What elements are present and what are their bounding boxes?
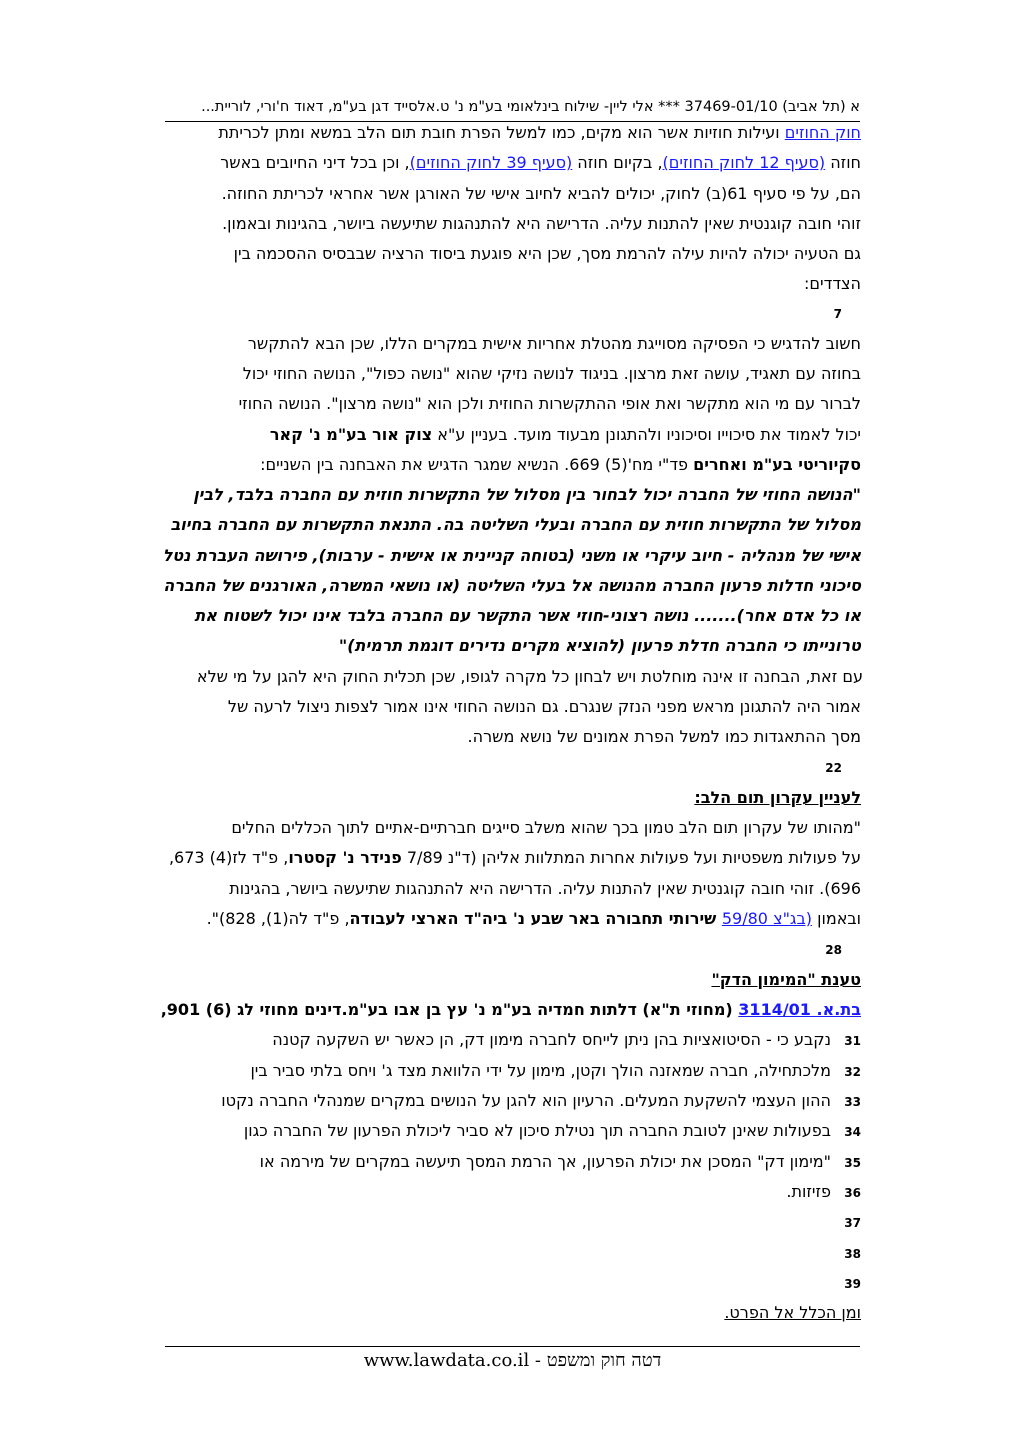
paragraph-line: בחוזה עם תאגיד, עושה זאת מרצון. בניגוד לנושה נזיקי שהוא "נושה כפול", הנושה החוזי יכול [242, 364, 861, 383]
line-text: בפעולות שאינן לטובת החברה תוך נטילת סיכון לא סביר ליכולת הפרעון של החברה כגון [243, 1121, 831, 1140]
numbered-line [151, 1120, 861, 1143]
line-number: 35 [844, 1156, 861, 1170]
paragraph-line [151, 908, 861, 930]
quote-line: סיכוני חדלות פרעון החברה מהנושה אל בעלי השליטה (או נושאי המשרה, האורגנים של החברה [163, 576, 861, 595]
line-number: 38 [844, 1247, 861, 1261]
numbered-line [151, 1029, 861, 1052]
document-header: א (תל אביב) 37469-01/10 *** אלי ליין- שילוח בינלאומי בע"מ נ' ט.אלסייד דגן בע"מ, דאוד ח'ורי, לוריית... [201, 99, 860, 115]
line-number: 34 [844, 1125, 861, 1139]
paragraph-line: חשוב להדגיש כי הפסיקה מסוייגת מהטלת אחריות אישית במקרים הללו, שכן הבא להתקשר [247, 334, 861, 353]
section-heading: טענת "המימון הדק" [711, 970, 861, 989]
case-name: סקיוריטי בע"מ ואחרים [693, 455, 861, 474]
numbered-line [151, 1211, 861, 1234]
case-link[interactable]: בת.א. 3114/01 [738, 1000, 861, 1019]
numbered-line [151, 1181, 861, 1204]
quote-line: טרונייתו כי החברה חדלת פרעון (להוציא מקרים נדירים דוגמת תרמית)" [338, 636, 861, 655]
paragraph-line [151, 122, 861, 144]
line-number: 37 [844, 1216, 861, 1230]
case-name: פנידר נ' קסטרו [288, 848, 402, 867]
text-span: , וכן בכל דיני החיובים באשר [220, 153, 410, 172]
line-number: 28 [825, 943, 842, 957]
text-span: (מחוזי ת"א) דלתות חמדיה בע"מ נ' עץ בן אבו בע"מ.דינים מחוזי לג (6) 901, [160, 1000, 739, 1019]
line-number: 39 [844, 1277, 861, 1291]
paragraph-line: הצדדים: [804, 274, 861, 293]
law-link[interactable]: (סעיף 12 לחוק החוזים) [662, 153, 826, 172]
text-span: , פ"ד לה(1), 828)". [206, 909, 350, 928]
text-span: ועילות חוזיות אשר הוא מקים, כמו למשל הפרת חובת תום הלב במשא ומתן לכריתת [218, 123, 785, 142]
paragraph-line: "מהותו של עקרון תום הלב טמון בכך שהוא משלב סייגים חברתיים-אתיים לתוך הכללים החלים [231, 818, 861, 837]
paragraph-line [151, 424, 861, 446]
document-footer: www.lawdata.co.il - דטה חוק ומשפט [363, 1350, 662, 1371]
numbered-line [151, 1151, 861, 1174]
line-text: ההון העצמי להשקעת המעלים. הרעיון הוא להגן על הנושים במקרים שמנהלי החברה נקטו [221, 1091, 831, 1110]
numbered-line [151, 1060, 861, 1083]
text-span: ובאמון [812, 909, 861, 928]
case-name: שירותי תחבורה באר שבע נ' ביה"ד הארצי לעבודה [349, 909, 722, 928]
line-number: 33 [844, 1095, 861, 1109]
paragraph-line [151, 454, 861, 476]
paragraph-line: לברור עם מי הוא מתקשר ואת אופי ההתקשרות החוזית ולכן הוא "נושה מרצון". הנושה החוזי [238, 394, 861, 413]
paragraph-line: אמור היה להתגונן מראש מפני הנזק שנגרם. גם הנושה החוזי אינו אמור לצפות ניצול לרעה של [227, 697, 861, 716]
law-link[interactable]: חוק החוזים [784, 123, 861, 142]
quote-line: מסלול של התקשרות חוזית עם החברה ובעלי השליטה בה. התנאת התקשרות עם החברה בחיוב [170, 515, 861, 534]
paragraph-line: גם הטעיה יכולה להיות עילה להרמת מסך, שכן היא פוגעת ביסוד הרציה שבבסיס ההסכמה בין [233, 244, 861, 263]
case-citation [151, 999, 861, 1021]
quote-line: "הנושה החוזי של החברה יכול לבחור בין מסלול של התקשרות חוזית עם החברה בלבד, לבין [193, 485, 861, 504]
case-link[interactable]: (בג"צ 59/80 [721, 909, 813, 928]
paragraph-line: מסך ההתאגדות כמו למשל הפרת אמונים של נושא משרה. [467, 727, 861, 746]
footer-divider [165, 1346, 860, 1347]
line-number: 22 [825, 761, 842, 775]
numbered-line [151, 1090, 861, 1113]
text-span: , בקיום חוזה [572, 153, 663, 172]
closing-line: ומן הכלל אל הפרט. [724, 1303, 861, 1322]
text-span: פד"י מח'(5) 669. הנשיא שמגר הדגיש את האבחנה בין השניים: [260, 455, 694, 474]
law-link[interactable]: (סעיף 39 לחוק החוזים) [409, 153, 573, 172]
paragraph-line: זוהי חובה קוגנטית שאין להתנות עליה. הדרישה היא להתנהגות שתיעשה ביושר, בהגינות ובאמון. [222, 214, 861, 233]
numbered-line [151, 1242, 861, 1265]
line-text: פזיזות. [786, 1182, 831, 1201]
line-text: נקבע כי - הסיטואציות בהן ניתן לייחס לחברה מימון דק, הן כאשר יש השקעה קטנה [272, 1030, 831, 1049]
line-number: 36 [844, 1186, 861, 1200]
paragraph-line: הם, על פי סעיף 61(ב) לחוק, יכולים להביא לחיוב אישי של האורגן אשר אחראי לכריתת החוזה. [221, 184, 861, 203]
paragraph-line [151, 152, 861, 174]
line-number: 7 [833, 307, 842, 321]
text-span: חוזה [825, 153, 861, 172]
text-span: על פעולות משפטיות ועל פעולות אחרות המתלוות אליהן (ד"נ 7/89 [401, 848, 861, 867]
section-heading: לעניין עקרון תום הלב: [694, 788, 861, 807]
line-number: 31 [844, 1034, 861, 1048]
paragraph-line: עם זאת, הבחנה זו אינה מוחלטת ויש לבחון כל מקרה לגופו, שכן תכלית החוק היא להגן על מי שלא [196, 667, 863, 686]
case-name: צוק אור בע"מ נ' קאר [269, 425, 433, 444]
paragraph-line [151, 847, 861, 869]
text-span: יכול לאמוד את סיכוייו וסיכוניו ולהתגונן מבעוד מועד. בעניין ע"א [432, 425, 861, 444]
numbered-line [151, 1272, 861, 1295]
text-span: , פ"ד לז(4) 673, [168, 848, 289, 867]
line-text: מלכתחילה, חברה שמאזנה הולך וקטן, מימון על ידי הלוואת מצד ג' ויחס בלתי סביר בין [250, 1061, 831, 1080]
quote-line: או כל אדם אחר)....... נושה רצוני-חוזי אשר התקשר עם החברה בלבד אינו יכול לשטוח את [194, 606, 861, 625]
line-text: "מימון דק" המסכן את יכולת הפרעון, אך הרמת המסך תיעשה במקרים של מירמה או [259, 1152, 831, 1171]
quote-line: אישי של מנהליה - חיוב עיקרי או משני (בטוחה קניינית או אישית - ערבות), פירושה העברת נטל [162, 546, 861, 565]
line-number: 32 [844, 1065, 861, 1079]
paragraph-line: 696). זוהי חובה קוגנטית שאין להתנות עליה. הדרישה היא להתנהגות שתיעשה ביושר, בהגינות [229, 879, 861, 898]
